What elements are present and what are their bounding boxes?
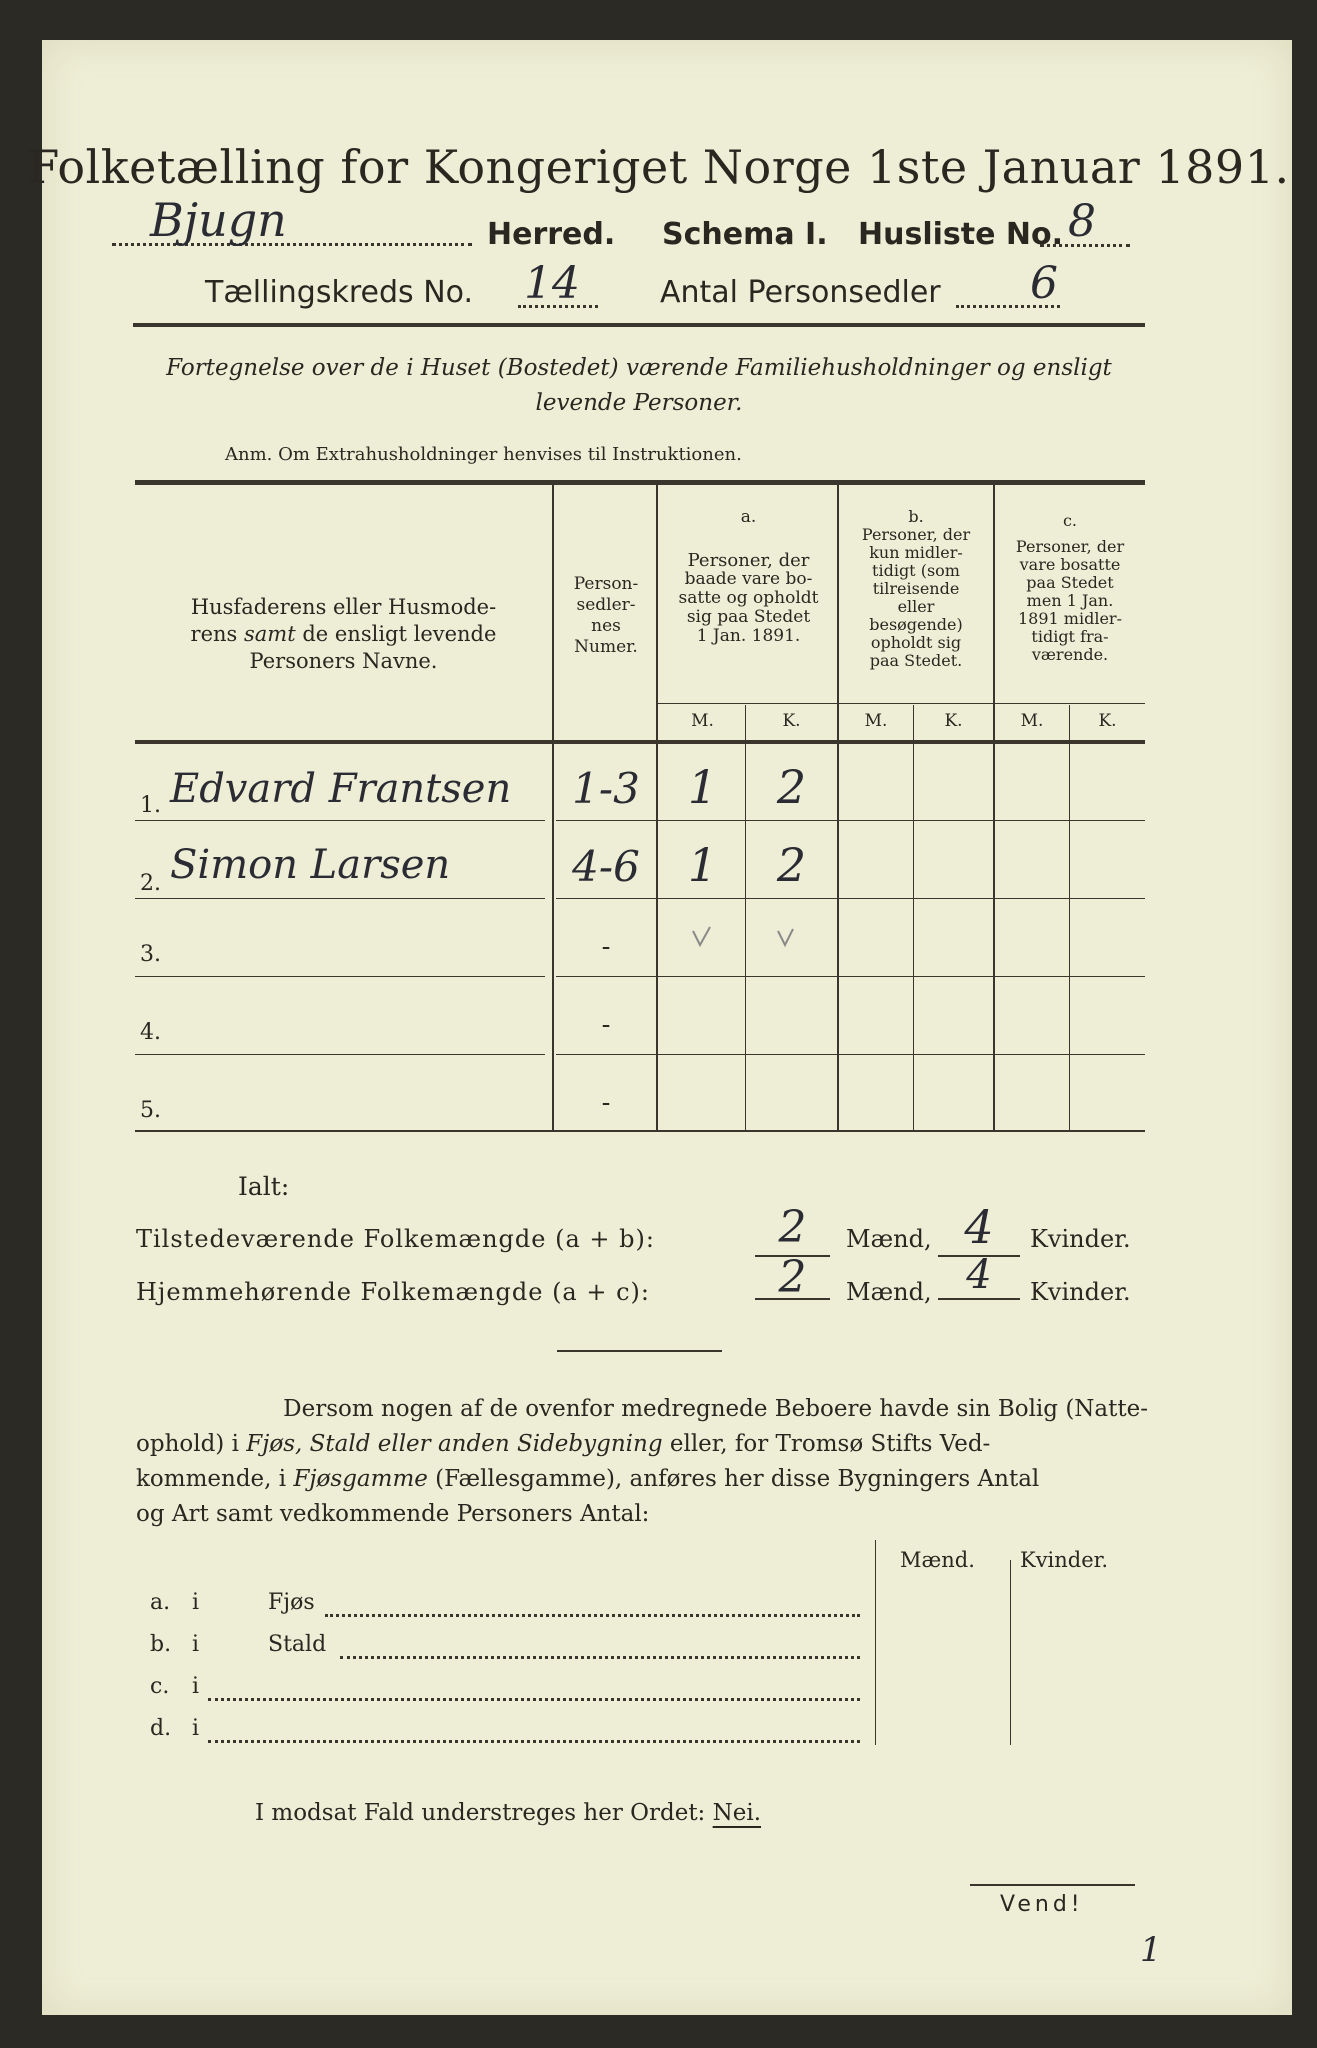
col-header-numer-line-3: nes: [591, 616, 621, 636]
hjemme-kvinder-label: Kvinder.: [1030, 1278, 1131, 1306]
row-4-line-name: [135, 1054, 545, 1055]
col-header-c-line-4: men 1 Jan.: [1026, 591, 1114, 610]
vend-label: Vend!: [1000, 1892, 1084, 1917]
col-divider-b-mk: [913, 705, 914, 1130]
col-header-numer-line-4: Numer.: [574, 637, 638, 657]
modsat-text: I modsat Fald understreges her Ordet:: [255, 1800, 706, 1826]
husliste-value: 8: [1068, 196, 1096, 247]
buildings-para-line-1: Dersom nogen af de ovenfor medregnede Beboere havde sin Bolig (Natte-: [283, 1396, 1148, 1422]
col-header-b-line-6: besøgende): [869, 615, 963, 634]
section-divider: [557, 1350, 722, 1352]
mk-subheader-rule: [658, 703, 1145, 704]
col-header-b-line-5: eller: [897, 597, 935, 616]
row-3-check-mark-m: [690, 925, 720, 951]
col-header-b-line-1: Personer, der: [861, 525, 971, 544]
col-header-names-line-1: Husfaderens eller Husmode-: [190, 595, 497, 619]
building-b-prep: i: [192, 1632, 200, 1657]
row-1-sedler: 1-3: [572, 764, 640, 813]
col-header-c-line-2: vare bosatte: [1019, 555, 1121, 574]
buildings-paragraph: [136, 1392, 1148, 1532]
modsat-line: [255, 1800, 761, 1826]
row-4-line-cells: [556, 1054, 1145, 1055]
col-header-b-letter: b.: [908, 507, 924, 526]
row-1-a-m-value: 1: [687, 760, 718, 814]
building-a-letter: a.: [150, 1590, 171, 1615]
row-2-name: Simon Larsen: [170, 842, 451, 888]
row-4-number: 4.: [140, 1020, 161, 1045]
col-header-c-line-7: værende.: [1031, 645, 1109, 664]
col-header-names: [135, 594, 552, 675]
row-2-number: 2.: [140, 871, 161, 896]
col-header-c-line-6: tidigt fra-: [1031, 627, 1109, 646]
schema-label: Schema I.: [662, 217, 828, 252]
vend-rule: [970, 1884, 1135, 1886]
col-header-c-line-1: Personer, der: [1015, 537, 1125, 556]
intro-line-1: Fortegnelse over de i Huset (Bostedet) værende Familiehusholdninger og ensligt: [166, 355, 1112, 381]
buildings-para-line-3: kommende, i Fjøsgamme (Fællesgamme), anføres her disse Bygningers Antal: [136, 1466, 1040, 1492]
modsat-word-nei: Nei.: [712, 1800, 762, 1826]
buildings-para-line-4: og Art samt vedkommende Personers Antal:: [136, 1501, 650, 1527]
row-5-number: 5.: [140, 1098, 161, 1123]
row-3-sedler: -: [601, 932, 611, 962]
row-3-line-cells: [556, 976, 1145, 977]
herred-value: Bjugn: [150, 193, 287, 247]
row-2-a-k-value: 2: [776, 838, 807, 892]
col-header-numer-line-1: Person-: [573, 574, 639, 594]
row-1-a-k-value: 2: [776, 760, 807, 814]
col-header-b-line-7: opholdt sig: [870, 633, 962, 652]
buildings-col-divider-2: [1010, 1560, 1011, 1745]
row-2-a-k: [746, 838, 837, 892]
row-4-sedler: -: [601, 1010, 611, 1040]
hjemme-label: Hjemmehørende Folkemængde (a + c):: [136, 1278, 650, 1306]
col-header-a-line-1: Personer, der: [687, 550, 810, 571]
buildings-col-divider-1: [875, 1540, 876, 1745]
row-2-line-cells: [556, 898, 1145, 899]
building-b-name: Stald: [268, 1632, 327, 1657]
row-2-a-m-value: 1: [687, 838, 718, 892]
tilstede-k-value: 4: [964, 1200, 994, 1254]
b-m-header: M.: [864, 711, 888, 731]
antal-value: 6: [1030, 258, 1058, 309]
buildings-para-line-2: ophold) i Fjøs, Stald eller anden Sidebygning eller, for Tromsø Stifts Ved-: [136, 1431, 991, 1457]
col-header-a: [660, 508, 837, 646]
hjemme-k-underline: [938, 1298, 1020, 1300]
building-d-letter: d.: [150, 1716, 172, 1741]
anm-note: Anm. Om Extrahusholdninger henvises til Instruktionen.: [225, 444, 742, 465]
row-1-line-name: [135, 820, 545, 821]
row-3-line-name: [135, 976, 545, 977]
intro-line-2: levende Personer.: [535, 390, 743, 416]
col-header-c: [995, 512, 1145, 664]
row-2-line-name: [135, 898, 545, 899]
col-header-c-line-3: paa Stedet: [1026, 573, 1114, 592]
c-m-header: M.: [1020, 711, 1044, 731]
col-divider-name: [552, 485, 554, 1130]
antal-label: Antal Personsedler: [660, 275, 941, 310]
building-d-dotted-field: [208, 1730, 860, 1743]
col-header-a-line-3: satte og opholdt: [678, 588, 819, 608]
col-header-c-line-5: 1891 midler-: [1018, 609, 1122, 628]
buildings-kvinder-header: Kvinder.: [1020, 1548, 1109, 1572]
building-c-letter: c.: [150, 1674, 170, 1699]
tilstede-maend-label: Mænd,: [846, 1225, 932, 1253]
kreds-label: Tællingskreds No.: [205, 275, 473, 310]
header-rule: [133, 323, 1145, 327]
table-bottom-rule: [135, 1130, 1145, 1132]
row-1-a-k: [746, 760, 837, 814]
row-1-line-cells: [556, 820, 1145, 821]
row-1-number: 1.: [140, 793, 161, 818]
col-header-names-line-3: Personers Navne.: [249, 649, 438, 673]
col-header-a-line-5: 1 Jan. 1891.: [696, 626, 801, 646]
col-header-a-line-2: baade vare bo-: [684, 569, 813, 589]
row-3-check-mark-k: [775, 925, 805, 951]
col-header-b-line-4: tilreisende: [872, 579, 960, 598]
tilstede-label: Tilstedeværende Folkemængde (a + b):: [136, 1225, 655, 1253]
row-1-a-m: [660, 760, 745, 814]
col-header-names-line-2: rens samt de ensligt levende: [190, 622, 497, 646]
col-divider-c-mk: [1069, 705, 1070, 1130]
b-k-header: K.: [944, 711, 963, 731]
row-5-sedler: -: [601, 1088, 611, 1118]
building-c-dotted-field: [208, 1688, 860, 1701]
hjemme-k-value: 4: [966, 1252, 992, 1298]
herred-label: Herred.: [487, 217, 616, 252]
c-k-header: K.: [1098, 711, 1117, 731]
ialt-label: Ialt:: [238, 1172, 290, 1201]
col-header-b: [839, 508, 993, 670]
building-a-name: Fjøs: [268, 1590, 315, 1615]
tilstede-m-value: 2: [778, 1202, 807, 1253]
building-b-letter: b.: [150, 1632, 172, 1657]
hjemme-maend-label: Mænd,: [846, 1278, 932, 1306]
building-a-dotted-field: [325, 1604, 860, 1617]
kreds-value: 14: [524, 258, 580, 309]
row-1-name: Edvard Frantsen: [170, 766, 512, 812]
row-3-number: 3.: [140, 942, 161, 967]
building-b-dotted-field: [340, 1646, 860, 1659]
a-m-header: M.: [691, 711, 714, 731]
hjemme-m-value: 2: [778, 1252, 807, 1303]
col-header-numer: [556, 574, 656, 658]
col-header-a-line-4: sig paa Stedet: [686, 607, 811, 627]
col-divider-num: [656, 485, 658, 1130]
col-header-c-letter: c.: [1062, 511, 1078, 530]
row-2-sedler: 4-6: [572, 842, 640, 891]
tilstede-kvinder-label: Kvinder.: [1030, 1225, 1131, 1253]
census-form-sheet: [42, 40, 1292, 2015]
building-d-prep: i: [192, 1716, 200, 1741]
husliste-label: Husliste No.: [858, 217, 1063, 252]
col-header-b-line-8: paa Stedet.: [869, 651, 963, 670]
col-header-b-line-2: kun midler-: [869, 543, 963, 562]
a-k-header: K.: [782, 711, 801, 731]
col-header-numer-line-2: sedler-: [576, 595, 636, 615]
row-2-a-m: [660, 838, 745, 892]
col-header-a-letter: a.: [740, 507, 757, 527]
form-title: Folketælling for Kongeriget Norge 1ste Januar 1891.: [27, 140, 1290, 194]
buildings-maend-header: Mænd.: [900, 1548, 975, 1572]
page-mark: 1: [1140, 1930, 1162, 1970]
col-header-b-line-3: tidigt (som: [872, 561, 960, 580]
building-a-prep: i: [192, 1590, 200, 1615]
building-c-prep: i: [192, 1674, 200, 1699]
